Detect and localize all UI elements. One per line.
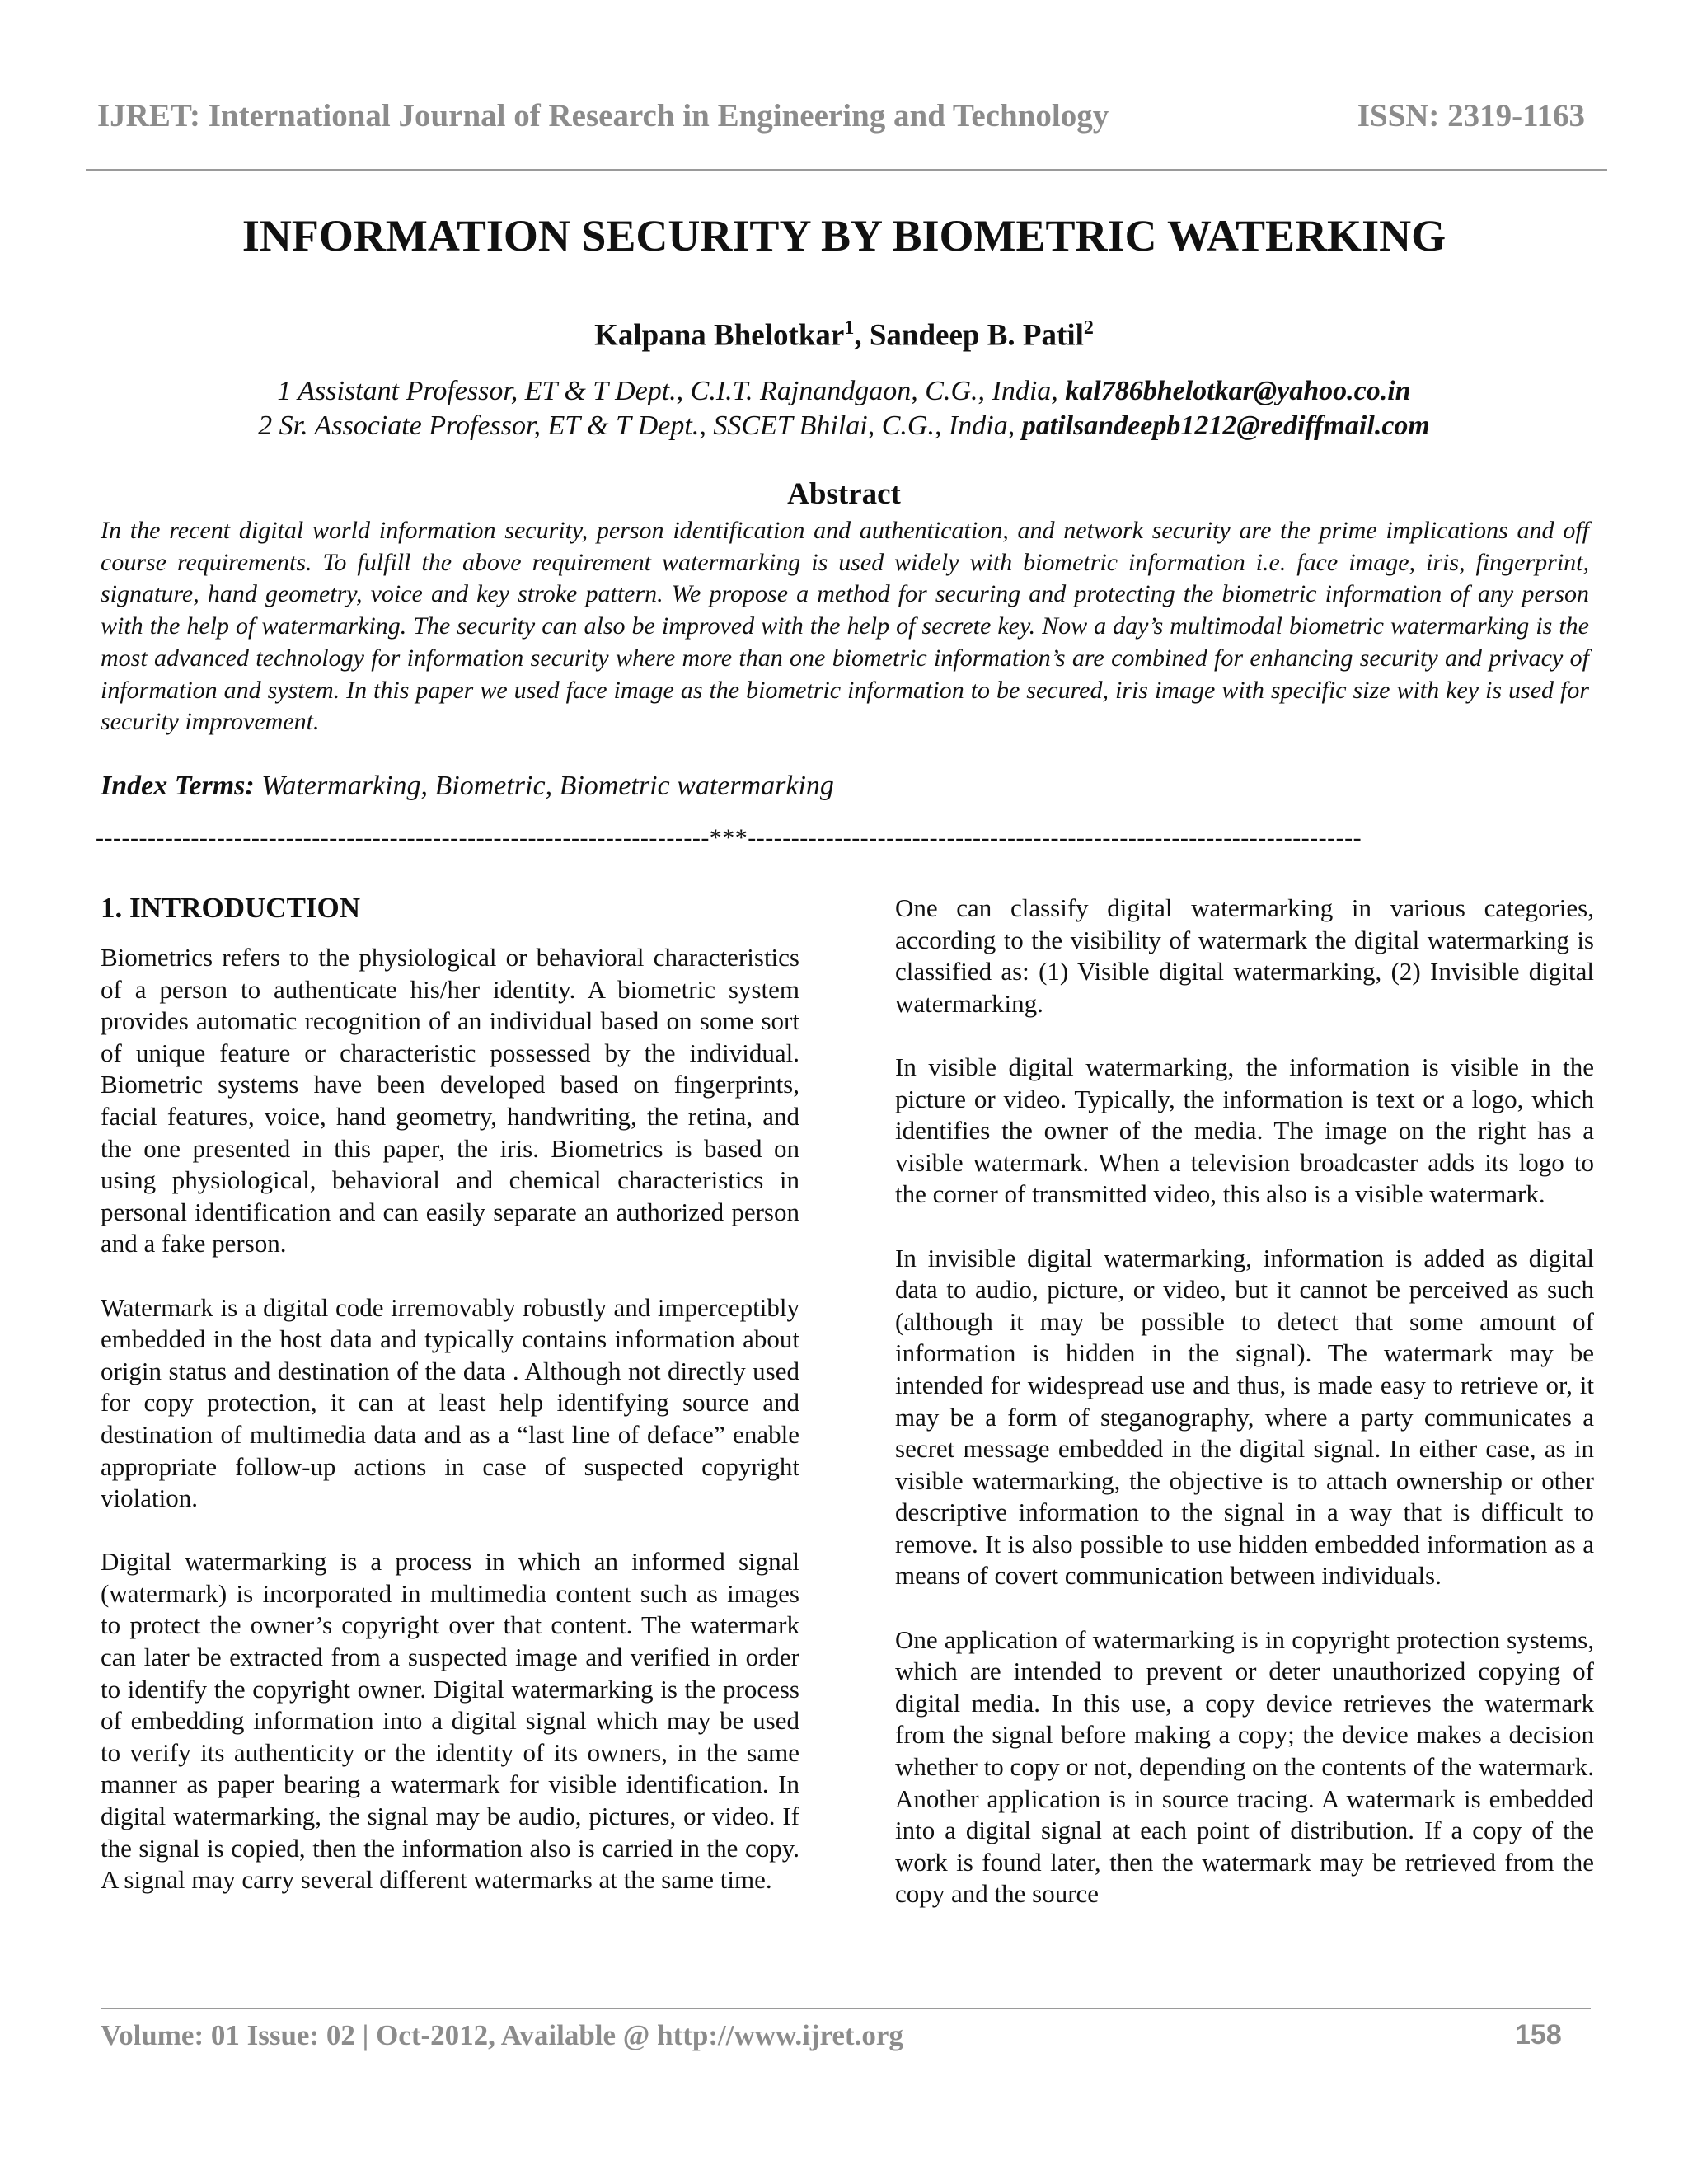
abstract-heading: Abstract bbox=[787, 477, 901, 511]
paragraph: In visible digital watermarking, the information is visible in the picture or video. Typically, the information is text or a logo, which identifies the owner of the media. The image on the right has a visible watermark. When a television broadcaster adds its logo to the corner of transmitted video, this also is a visible watermark. bbox=[895, 1052, 1594, 1209]
paragraph: One can classify digital watermarking in various categories, according to the visibility of watermark the digital watermarking is classified as: (1) Visible digital watermarking, (2) Invisible digital watermarking. bbox=[895, 893, 1594, 1018]
header-divider bbox=[86, 169, 1607, 171]
paragraph: One application of watermarking is in copyright protection systems, which are intended to prevent or deter unauthorized copying of digital media. In this use, a copy device retrieves the watermark from the signal before making a copy; the device makes a decision whether to copy or not, depending on the contents of the watermark. Another application is in source tracing. A watermark is embedded into a digital signal at each point of distribution. If a copy of the work is found later, then the watermark may be retrieved from the copy and the source bbox=[895, 1624, 1594, 1909]
index-terms-text: Watermarking, Biometric, Biometric watermarking bbox=[254, 771, 834, 801]
left-column bbox=[101, 942, 799, 1928]
author-1: Kalpana Bhelotkar bbox=[594, 318, 845, 353]
affiliation-1 bbox=[0, 376, 1688, 407]
affiliation-1-text: 1 Assistant Professor, ET & T Dept., C.I.T. Rajnandgaon, C.G., India, bbox=[277, 376, 1066, 406]
journal-header: IJRET: International Journal of Research in Engineering and Technology bbox=[97, 98, 1109, 134]
index-terms bbox=[101, 771, 834, 802]
affiliation-1-email[interactable]: kal786bhelotkar@yahoo.co.in bbox=[1065, 376, 1411, 406]
right-column bbox=[895, 893, 1594, 1943]
author-1-superscript: 1 bbox=[844, 317, 855, 339]
issn-header: ISSN: 2319-1163 bbox=[1357, 98, 1585, 134]
section-separator: -----------------------------------------------------------------------***----------------------------------------------------------------------- bbox=[96, 824, 1362, 851]
affiliation-2 bbox=[0, 410, 1688, 442]
paragraph: Digital watermarking is a process in which an informed signal (watermark) is incorporated in multimedia content such as images to protect the owner’s copyright over that content. The watermark can later be extracted from a suspected image and verified in order to identify the copyright owner. Digital watermarking is the process of embedding information into a digital signal which may be used to verify its authenticity or the identity of its owners, in the same manner as paper bearing a watermark for visible identification. In digital watermarking, the signal may be audio, pictures, or video. If the signal is copied, then the information also is carried in the copy. A signal may carry several different watermarks at the same time. bbox=[101, 1547, 799, 1895]
paragraph: In invisible digital watermarking, information is added as digital data to audio, picture, or video, but it cannot be perceived as such (although it may be possible to detect that some amount of information is hidden in the signal). The watermark may be intended for widespread use and thus, is made easy to retrieve or, it may be a form of steganography, where a party communicates a secret message embedded in the digital signal. In either case, as in visible watermarking, the objective is to attach ownership or other descriptive information to the signal in a way that is difficult to remove. It is also possible to use hidden embedded information as a means of covert communication between individuals. bbox=[895, 1243, 1594, 1591]
paragraph: Watermark is a digital code irremovably robustly and imperceptibly embedded in the host data and typically contains information about origin status and destination of the data . Although not directly used for copy protection, it can at least help identifying source and destination of multimedia data and as a “last line of deface” enable appropriate follow-up actions in case of suspected copyright violation. bbox=[101, 1292, 799, 1513]
author-2-superscript: 2 bbox=[1083, 317, 1094, 339]
footer-volume-info: Volume: 01 Issue: 02 | Oct-2012, Available @ http://www.ijret.org bbox=[101, 2019, 903, 2051]
affiliation-2-text: 2 Sr. Associate Professor, ET & T Dept., SSCET Bhilai, C.G., India, bbox=[258, 410, 1022, 441]
index-terms-label: Index Terms: bbox=[101, 771, 255, 801]
abstract-text: In the recent digital world information security, person identification and authentication, and network security are the prime implications and off course requirements. To fulfill the above requirement watermarking is used widely with biometric information i.e. face image, iris, fingerprint, signature, hand geometry, voice and key stroke pattern. We propose a method for securing and protecting the biometric information of any person with the help of watermarking. The security can also be improved with the help of secrete key. Now a day’s multimodal biometric watermarking is the most advanced technology for information security where more than one biometric information’s are combined for enhancing security and privacy of information and system. In this paper we used face image as the biometric information to be secured, iris image with specific size with key is used for security improvement. bbox=[101, 517, 1589, 736]
author-separator: , bbox=[854, 318, 870, 353]
paragraph: Biometrics refers to the physiological or behavioral characteristics of a person to authenticate his/her identity. A biometric system provides automatic recognition of an individual based on some sort of unique feature or characteristic possessed by the individual. Biometric systems have been developed based on fingerprints, facial features, voice, hand geometry, handwriting, the retina, and the one presented in this paper, the iris. Biometrics is based on using physiological, behavioral and chemical characteristics in personal identification and can easily separate an authorized person and a fake person. bbox=[101, 943, 799, 1258]
affiliation-2-email[interactable]: patilsandeepb1212@rediffmail.com bbox=[1021, 410, 1430, 441]
section-heading-introduction: 1. INTRODUCTION bbox=[101, 892, 361, 924]
footer-divider bbox=[101, 2008, 1591, 2009]
author-2: Sandeep B. Patil bbox=[869, 318, 1084, 353]
author-line bbox=[0, 317, 1688, 353]
page-number: 158 bbox=[1515, 2019, 1562, 2050]
paper-title: INFORMATION SECURITY BY BIOMETRIC WATERKING bbox=[241, 211, 1447, 260]
